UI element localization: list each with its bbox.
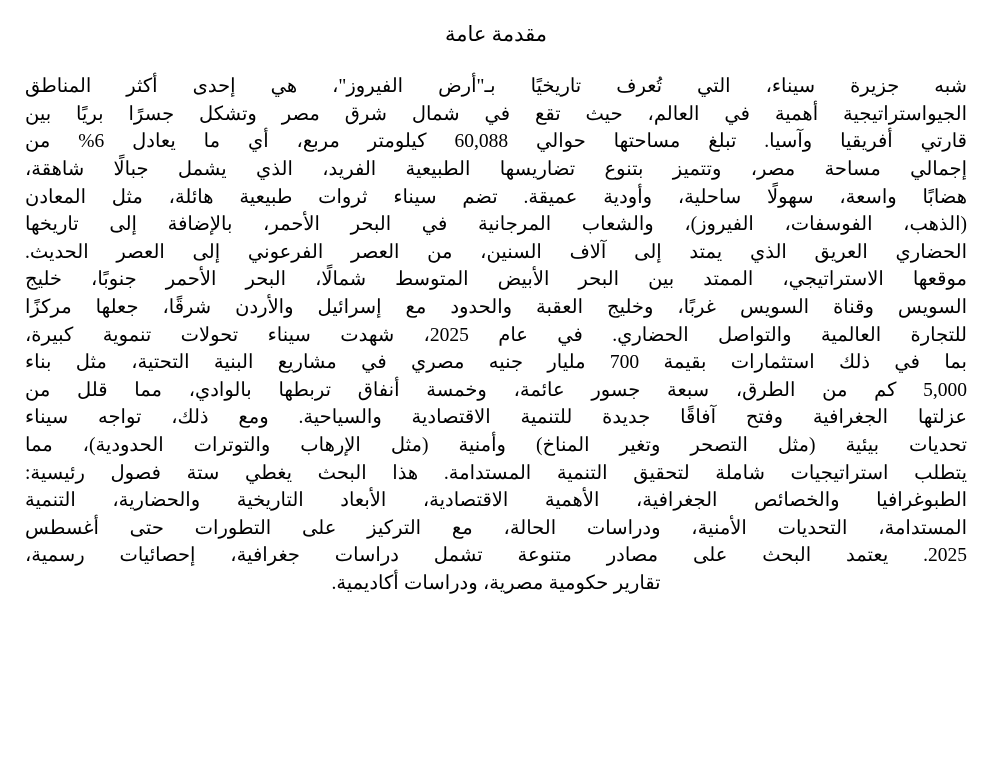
text-line: بما في ذلك استثمارات بقيمة 700 مليار جنيه مصري في مشاريع البنية التحتية، مثل بناء [25,352,967,374]
text-line: الجيواستراتيجية أهمية في العالم، حيث تقع في شمال شرق مصر وتشكل جسرًا بريًا بين [25,103,967,125]
document-body [0,73,992,597]
text-line: تقارير حكومية مصرية، ودراسات أكاديمية. [331,572,661,594]
text-line: للتجارة العالمية والتواصل الحضاري. في عام 2025، شهدت سيناء تحولات تنموية كبيرة، [25,324,967,346]
text-line: الطبوغرافيا والخصائص الجغرافية، الأهمية الاقتصادية، الأبعاد التاريخية والحضارية، التنمية [25,490,967,512]
text-line: موقعها الاستراتيجي، الممتد بين البحر الأبيض المتوسط شمالًا، البحر الأحمر جنوبًا، خليج [25,269,967,291]
intro-paragraph [18,73,974,597]
text-line: شبه جزيرة سيناء، التي تُعرف تاريخيًا بـ"أرض الفيروز"، هي إحدى أكثر المناطق [25,76,967,98]
text-line: عزلتها الجغرافية وفتح آفاقًا جديدة للتنمية الاقتصادية والسياحية. ومع ذلك، تواجه سيناء [25,407,967,429]
page-title: مقدمة عامة [444,22,548,46]
text-line: الحضاري العريق الذي يمتد إلى آلاف السنين، من العصر الفرعوني إلى العصر الحديث. [25,241,967,263]
text-line: يتطلب استراتيجيات شاملة لتحقيق التنمية المستدامة. هذا البحث يغطي ستة فصول رئيسية: [25,462,967,484]
text-line: هضابًا واسعة، سهولًا ساحلية، وأودية عميقة. تضم سيناء ثروات طبيعية هائلة، مثل المعادن [25,186,967,208]
text-line: تحديات بيئية (مثل التصحر وتغير المناخ) وأمنية (مثل الإرهاب والتوترات الحدودية)، مما [25,434,967,456]
text-line: 5,000 كم من الطرق، سبعة جسور عائمة، وخمسة أنفاق تربطها بالوادي، مما قلل من [25,379,967,401]
text-line: المستدامة، التحديات الأمنية، ودراسات الحالة، مع التركيز على التطورات حتى أغسطس [25,517,967,539]
text-line: إجمالي مساحة مصر، وتتميز بتنوع تضاريسها الطبيعية الفريد، الذي يشمل جبالًا شاهقة، [25,158,967,180]
text-line: (الذهب، الفوسفات، الفيروز)، والشعاب المرجانية في البحر الأحمر، بالإضافة إلى تاريخها [25,214,967,236]
text-line: قارتي أفريقيا وآسيا. تبلغ مساحتها حوالي 60,088 كيلومتر مربع، أي ما يعادل 6% من [25,131,967,153]
text-line: السويس وقناة السويس غربًا، وخليج العقبة والحدود مع إسرائيل والأردن شرقًا، جعلها مركزًا [25,296,967,318]
text-line: 2025. يعتمد البحث على مصادر متنوعة تشمل دراسات جغرافية، إحصائيات رسمية، [25,545,967,567]
